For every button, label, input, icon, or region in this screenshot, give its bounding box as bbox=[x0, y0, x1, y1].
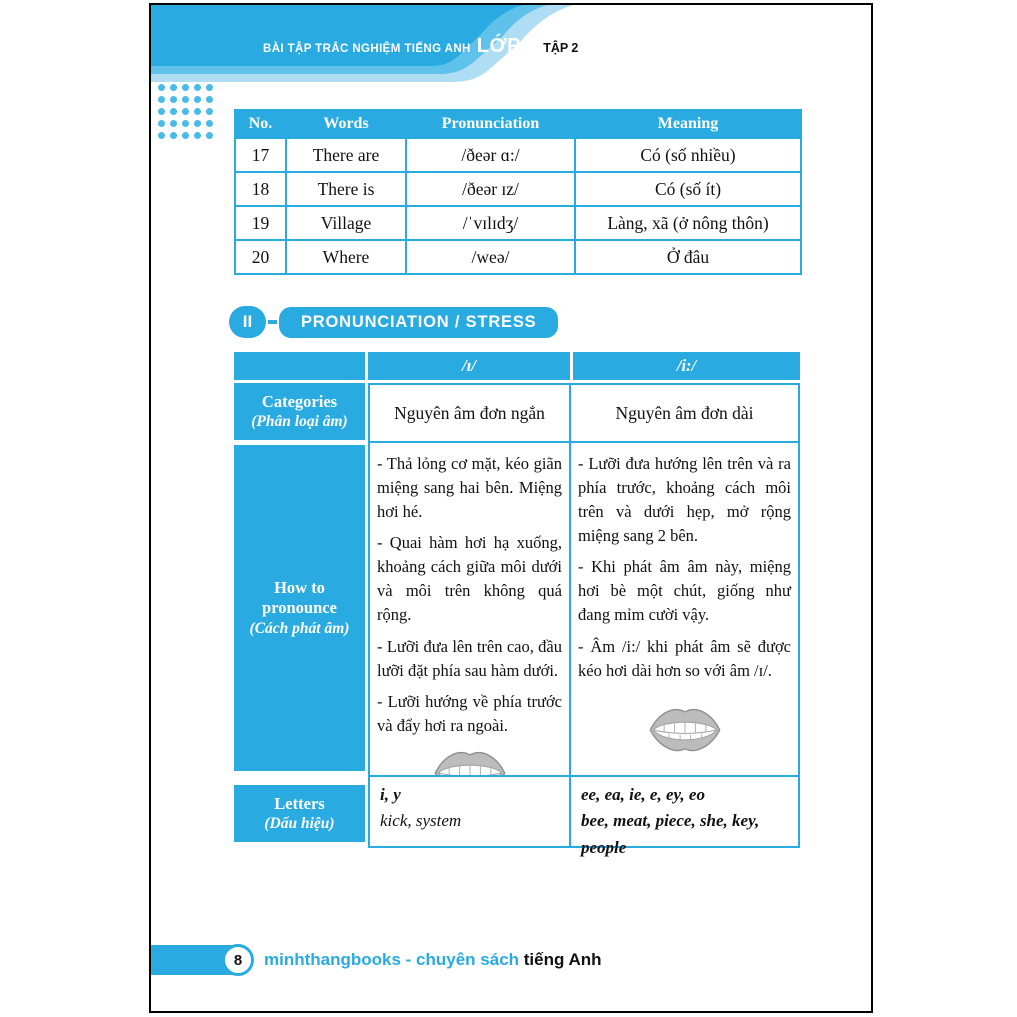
section-dash bbox=[268, 320, 277, 324]
cell-no: 19 bbox=[235, 206, 286, 240]
col-header-no: No. bbox=[235, 110, 286, 138]
dot bbox=[206, 132, 213, 139]
bullet-point: - Lưỡi đưa lên trên cao, đầu lưỡi đặt phía sau hàm dưới. bbox=[377, 636, 562, 680]
cell-no: 17 bbox=[235, 138, 286, 172]
letters-short-i-graphemes: i, y bbox=[380, 785, 401, 804]
brand-name: minhthangbooks - chuyên sách bbox=[264, 950, 520, 969]
dot bbox=[194, 84, 201, 91]
dot bbox=[206, 96, 213, 103]
dot bbox=[182, 120, 189, 127]
bullet-point: - Quai hàm hơi hạ xuống, khoảng cách giữa môi dưới và môi trên không quá rộng. bbox=[377, 533, 562, 625]
vocab-table-container bbox=[234, 109, 802, 275]
row-label-categories bbox=[234, 383, 365, 440]
cell-no: 20 bbox=[235, 240, 286, 274]
cell-word: Village bbox=[286, 206, 406, 240]
how-to-label-vi: (Cách phát âm) bbox=[249, 619, 350, 637]
grade-label: LỚP 4 bbox=[476, 35, 539, 57]
section-header bbox=[229, 306, 558, 338]
cell-meaning: Có (số nhiều) bbox=[575, 138, 801, 172]
col-header-pronunciation: Pronunciation bbox=[406, 110, 575, 138]
letters-short-i-cell bbox=[368, 775, 571, 848]
dot bbox=[194, 132, 201, 139]
banner-title bbox=[263, 35, 578, 58]
cell-pron: /ˈvɪlɪdʒ/ bbox=[406, 206, 575, 240]
categories-long-i-text: Nguyên âm đơn dài bbox=[615, 402, 754, 423]
section-title: PRONUNCIATION / STRESS bbox=[279, 307, 558, 338]
dot bbox=[182, 84, 189, 91]
vocab-header-row bbox=[235, 110, 801, 138]
how-to-short-i-cell bbox=[368, 441, 571, 777]
cell-meaning: Ở đâu bbox=[575, 240, 801, 274]
cell-word: There is bbox=[286, 172, 406, 206]
bullet-point: - Khi phát âm âm này, miệng hơi bè một chút, giống như đang mỉm cười vậy. bbox=[578, 557, 791, 625]
cell-word: There are bbox=[286, 138, 406, 172]
dot bbox=[194, 120, 201, 127]
col-header-words: Words bbox=[286, 110, 406, 138]
dot bbox=[206, 108, 213, 115]
letters-short-i-examples: kick, system bbox=[380, 811, 462, 831]
volume-label: TẬP 2 bbox=[543, 41, 579, 55]
table-row bbox=[235, 138, 801, 172]
dot bbox=[170, 132, 177, 139]
dot bbox=[158, 132, 165, 139]
dot bbox=[158, 120, 165, 127]
col-header-meaning: Meaning bbox=[575, 110, 801, 138]
dot bbox=[158, 96, 165, 103]
dot bbox=[158, 108, 165, 115]
dot bbox=[206, 84, 213, 91]
dot bbox=[194, 96, 201, 103]
row-label-how-to bbox=[234, 445, 365, 771]
vocab-table bbox=[234, 109, 802, 275]
pron-header-blank bbox=[234, 352, 365, 380]
row-label-letters bbox=[234, 785, 365, 842]
book-page bbox=[149, 3, 873, 1013]
table-row bbox=[235, 206, 801, 240]
dot bbox=[206, 120, 213, 127]
cell-pron: /ðeər ɪz/ bbox=[406, 172, 575, 206]
letters-long-i-cell bbox=[569, 775, 800, 857]
dot bbox=[170, 96, 177, 103]
cell-word: Where bbox=[286, 240, 406, 274]
categories-label-vi: (Phân loại âm) bbox=[251, 413, 348, 431]
bullet-point: - Lưỡi hướng về phía trước và đẩy hơi ra ngoài. bbox=[377, 691, 562, 735]
how-to-label: How to pronounce bbox=[262, 577, 337, 618]
table-row bbox=[235, 172, 801, 206]
series-title: BÀI TẬP TRẮC NGHIỆM TIẾNG ANH bbox=[263, 43, 471, 55]
phoneme-long-i: /i:/ bbox=[676, 355, 697, 375]
cell-pron: /weə/ bbox=[406, 240, 575, 274]
page-number: 8 bbox=[233, 951, 243, 969]
dot bbox=[170, 120, 177, 127]
cell-pron: /ðeər ɑ:/ bbox=[406, 138, 575, 172]
pron-header-short-i bbox=[368, 352, 570, 380]
cell-meaning: Có (số ít) bbox=[575, 172, 801, 206]
categories-long-i-cell bbox=[569, 383, 800, 443]
dot bbox=[182, 96, 189, 103]
categories-short-i-text: Nguyên âm đơn ngắn bbox=[394, 402, 545, 423]
bullet-point: - Lưỡi đưa hướng lên trên và ra phía trước, khoảng cách môi trên và dưới hẹp, mở rộng miệng sang 2 bên. bbox=[578, 454, 791, 546]
letters-long-i-graphemes: ee, ea, ie, e, ey, eo bbox=[581, 785, 705, 804]
footer-brand bbox=[264, 945, 602, 975]
dot-grid-decoration bbox=[158, 84, 215, 139]
page-number-badge bbox=[222, 944, 254, 976]
letters-long-i-examples: bee, meat, piece, she, key, people bbox=[581, 811, 760, 857]
bullet-point: - Âm /i:/ khi phát âm sẽ được kéo hơi dài hơn so với âm /ɪ/. bbox=[578, 636, 791, 680]
dot bbox=[194, 108, 201, 115]
lips-icon bbox=[578, 705, 791, 762]
section-number-badge: II bbox=[229, 306, 266, 338]
categories-short-i-cell bbox=[368, 383, 571, 443]
letters-label-vi: (Dấu hiệu) bbox=[264, 815, 335, 833]
dot bbox=[170, 84, 177, 91]
pronunciation-table bbox=[234, 352, 800, 857]
phoneme-short-i: /ɪ/ bbox=[461, 355, 477, 375]
categories-label: Categories bbox=[261, 391, 338, 411]
cell-no: 18 bbox=[235, 172, 286, 206]
dot bbox=[170, 108, 177, 115]
cell-meaning: Làng, xã (ở nông thôn) bbox=[575, 206, 801, 240]
how-to-long-i-cell bbox=[569, 441, 800, 777]
bullet-point: - Thả lỏng cơ mặt, kéo giãn miệng sang hai bên. Miệng hơi hé. bbox=[377, 454, 562, 522]
dot bbox=[158, 84, 165, 91]
pron-header-long-i bbox=[573, 352, 800, 380]
dot bbox=[182, 132, 189, 139]
dot bbox=[182, 108, 189, 115]
table-row bbox=[235, 240, 801, 274]
brand-suffix: tiếng Anh bbox=[519, 950, 602, 969]
letters-label: Letters bbox=[274, 793, 325, 813]
